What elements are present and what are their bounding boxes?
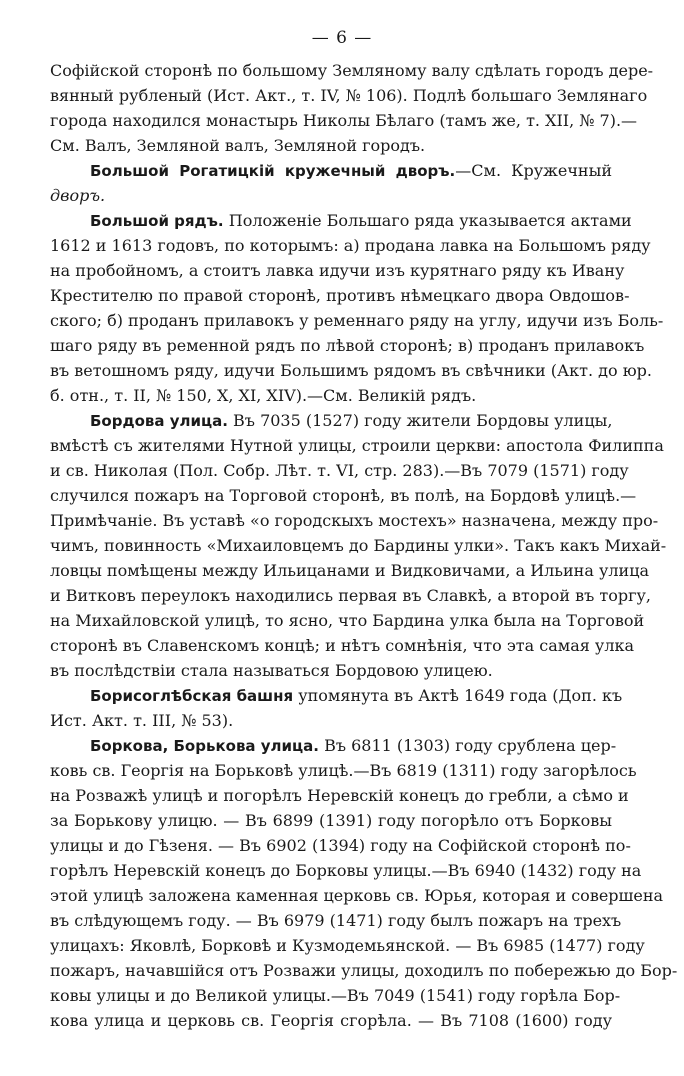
- text-line: въ ветошномъ ряду, идучи Большимъ рядомъ въ свѣчники (Акт. до юр.: [50, 361, 652, 380]
- text-fragment: Положеніе Большаго ряда указывается актами: [228, 211, 632, 230]
- text-line: См. Валъ, Земляной валъ, Земляной городъ.: [50, 136, 426, 155]
- text-line: б. отн., т. II, № 150, X, XI, XIV).—См. Великій рядъ.: [50, 386, 477, 405]
- entry-bolshoy-ryad: [50, 208, 664, 408]
- entry-continuation: [50, 58, 654, 158]
- text-line: 1612 и 1613 годовъ, по которымъ: а) продана лавка на Большомъ ряду: [50, 236, 651, 255]
- text-line: дворъ.: [50, 186, 106, 205]
- page-number: — 6 —: [311, 28, 373, 48]
- text-line: вмѣстѣ съ жителями Нутной улицы, строили церкви: апостола Филиппа: [50, 436, 664, 455]
- text-line: сторонѣ въ Славенскомъ концѣ; и нѣтъ сомнѣнія, что эта самая улка: [50, 636, 635, 655]
- text-line: Софійской сторонѣ по большому Земляному валу сдѣлать городъ дере-: [50, 61, 654, 80]
- text-line: [50, 208, 632, 233]
- text-line: и Витковъ переулокъ находились первая въ Славкѣ, а второй въ торгу,: [50, 586, 651, 605]
- entry-heading: Боркова, Борькова улица.: [90, 737, 319, 755]
- text-line: этой улицѣ заложена каменная церковь св. Юрья, которая и совершена: [50, 886, 664, 905]
- text-fragment: Въ 7035 (1527) году жители Бордовы улицы,: [233, 411, 613, 430]
- entry-rogatitsky-dvor: [50, 158, 612, 208]
- entry-heading: Большой Рогатицкій кружечный дворъ.: [90, 162, 456, 180]
- text-line: на пробойномъ, а стоитъ лавка идучи изъ курятнаго ряду къ Ивану: [50, 261, 625, 280]
- text-line: на Михайловской улицѣ, то ясно, что Бардина улка была на Торговой: [50, 611, 645, 630]
- entry-borisoglebskaya-bashnya: [50, 683, 623, 733]
- text-line: Крестителю по правой сторонѣ, противъ нѣмецкаго двора Овдошов-: [50, 286, 630, 305]
- text-line: шаго ряду въ ременной рядъ по лѣвой сторонѣ; в) проданъ прилавокъ: [50, 336, 645, 355]
- text-line: [50, 683, 623, 708]
- text-line: [50, 158, 612, 183]
- document-body: [50, 58, 678, 1033]
- text-line: [50, 733, 617, 758]
- text-line: и св. Николая (Пол. Собр. Лѣт. т. VI, стр. 283).—Въ 7079 (1571) году: [50, 461, 629, 480]
- entry-bordova-ulitsa: [50, 408, 667, 683]
- text-line: въ слѣдующемъ году. — Въ 6979 (1471) году былъ пожаръ на трехъ: [50, 911, 622, 930]
- text-fragment: —См. Кружечный: [455, 161, 612, 180]
- text-line: Примѣчаніе. Въ уставѣ «о городскыхъ мостехъ» назначена, между про-: [50, 511, 659, 530]
- text-fragment: Въ 6811 (1303) году срублена цер-: [324, 736, 617, 755]
- text-line: чимъ, повинность «Михаиловцемъ до Бардины улки». Такъ какъ Михай-: [50, 536, 667, 555]
- text-line: случился пожаръ на Торговой сторонѣ, въ полѣ, на Бордовѣ улицѣ.—: [50, 486, 637, 505]
- text-fragment: упомянута въ Актѣ 1649 года (Доп. къ: [298, 686, 623, 705]
- text-line: улицахъ: Яковлѣ, Борковѣ и Кузмодемьянской. — Въ 6985 (1477) году: [50, 936, 645, 955]
- text-line: ковь св. Георгія на Борьковѣ улицѣ.—Въ 6819 (1311) году загорѣлось: [50, 761, 637, 780]
- text-line: [50, 408, 612, 433]
- entry-heading: Борисоглѣбская башня: [90, 687, 294, 705]
- text-line: на Розважѣ улицѣ и погорѣлъ Неревскій конецъ до гребли, а сѣмо и: [50, 786, 629, 805]
- text-line: за Борькову улицю. — Въ 6899 (1391) году погорѣло отъ Борковы: [50, 811, 612, 830]
- text-line: вянный рубленый (Ист. Акт., т. IV, № 106). Подлѣ большаго Землянаго: [50, 86, 648, 105]
- entry-heading: Бордова улица.: [90, 412, 228, 430]
- text-line: ского; б) проданъ прилавокъ у ременнаго ряду на углу, идучи изъ Боль-: [50, 311, 664, 330]
- text-line: въ послѣдствіи стала называться Бордовою улицею.: [50, 661, 493, 680]
- text-line: горѣлъ Неревскій конецъ до Борковы улицы.—Въ 6940 (1432) году на: [50, 861, 642, 880]
- text-line: Ист. Акт. т. III, № 53).: [50, 711, 234, 730]
- text-line: пожаръ, начавшійся отъ Розважи улицы, доходилъ по побережью до Бор-: [50, 961, 678, 980]
- entry-heading: Большой рядъ.: [90, 212, 224, 230]
- text-line: ловцы помѣщены между Ильицанами и Видковичами, а Ильина улица: [50, 561, 650, 580]
- text-line: кова улица и церковь св. Георгія сгорѣла. — Въ 7108 (1600) году: [50, 1011, 612, 1030]
- text-line: города находился монастырь Николы Бѣлаго (тамъ же, т. XII, № 7).—: [50, 111, 638, 130]
- text-line: ковы улицы и до Великой улицы.—Въ 7049 (1541) году горѣла Бор-: [50, 986, 621, 1005]
- text-line: улицы и до Гѣзеня. — Въ 6902 (1394) году на Софійской сторонѣ по-: [50, 836, 631, 855]
- entry-borkova-ulitsa: [50, 733, 678, 1033]
